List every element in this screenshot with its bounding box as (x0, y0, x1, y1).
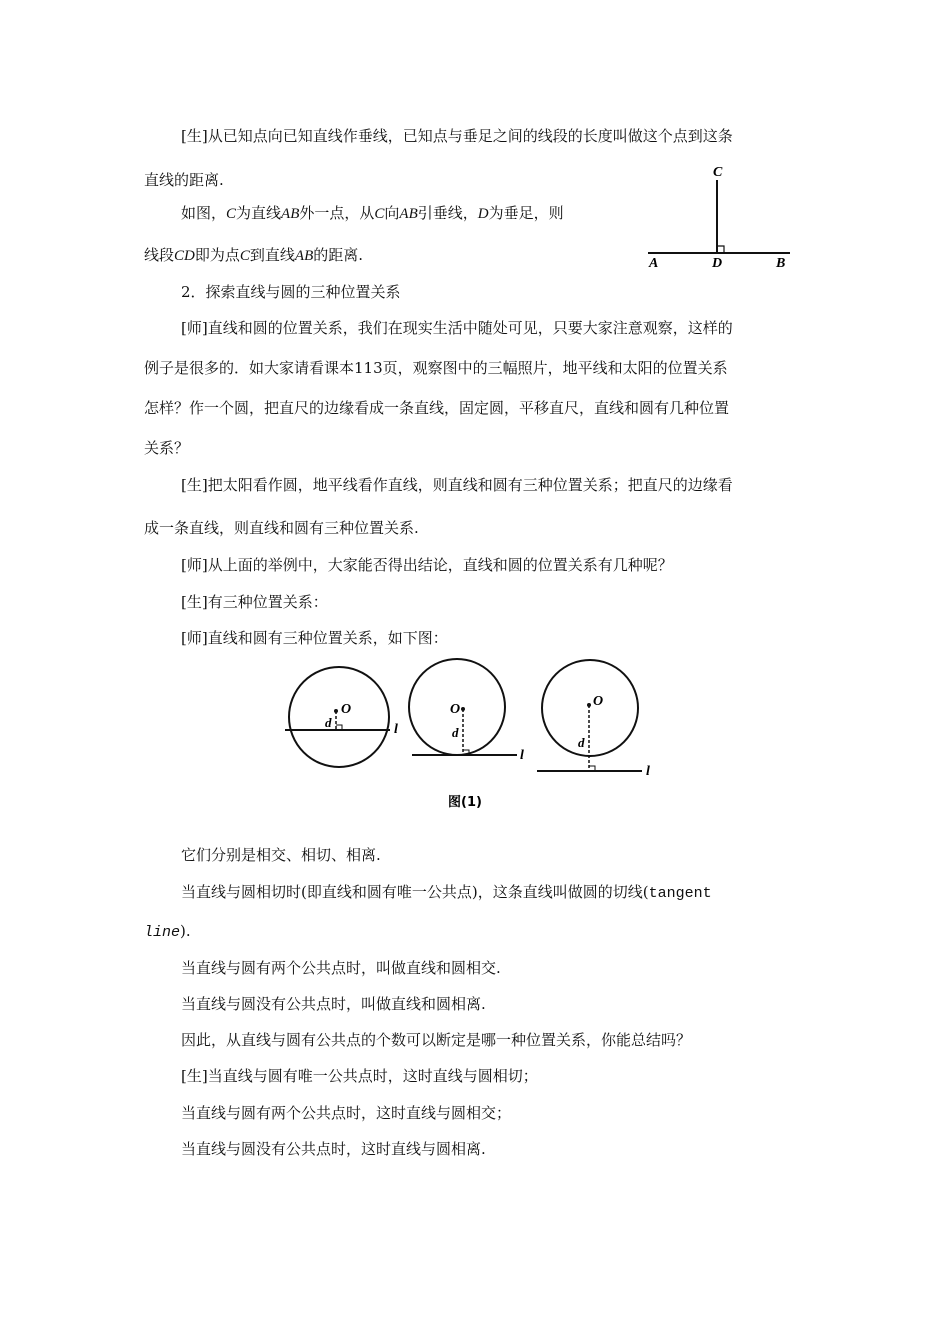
paragraph-6: [生]有三种位置关系： (181, 593, 328, 611)
text: 的距离. (313, 246, 364, 264)
label-c: C (713, 165, 723, 180)
paragraph-9-line-2 (144, 921, 191, 943)
text: 如图， (181, 204, 227, 222)
label-a: A (649, 256, 659, 270)
label-o: O (341, 702, 352, 717)
paragraph-11: 当直线与圆没有公共点时，叫做直线和圆相离. (181, 995, 486, 1013)
paragraph-3-line-3: 怎样？作一个圆，把直尺的边缘看成一条直线，固定圆，平移直尺，直线和圆有几种位置 (144, 399, 730, 417)
label-d: d (452, 725, 459, 740)
paragraph-3-line-1: [师]直线和圆的位置关系，我们在现实生活中随处可见，只要大家注意观察，这样的 (181, 319, 733, 337)
separate-case (537, 660, 650, 779)
point-c: C (239, 248, 250, 264)
segment-cd: CD (174, 248, 195, 264)
paragraph-3-line-2: 例子是很多的．如大家请看课本113页，观察图中的三幅照片，地平线和太阳的位置关系 (144, 359, 728, 377)
point-c: C (226, 206, 237, 222)
text: 当直线与圆相切时(即直线和圆有唯一公共点)，这条直线叫做圆的切线( (181, 883, 649, 901)
figure-caption: 图(1) (448, 795, 482, 810)
label-l: l (646, 764, 650, 779)
term-tangent: tangent (648, 885, 712, 902)
label-d: d (578, 735, 585, 750)
paragraph-8: 它们分别是相交、相切、相离. (181, 846, 381, 864)
text: 到直线 (249, 246, 295, 264)
paragraph-10: 当直线与圆有两个公共点时，叫做直线和圆相交. (181, 959, 501, 977)
center-point (587, 703, 591, 707)
paragraph-7: [师]直线和圆有三种位置关系，如下图： (181, 629, 448, 647)
text: 线段 (144, 246, 175, 264)
point-c: C (374, 206, 385, 222)
line-ab: AB (399, 206, 418, 222)
center-point (334, 709, 338, 713)
paragraph-4-line-2: 成一条直线，则直线和圆有三种位置关系. (144, 519, 419, 537)
label-d: D (712, 256, 723, 270)
paragraph-5: [师]从上面的举例中，大家能否得出结论，直线和圆的位置关系有几种呢？ (181, 556, 673, 574)
point-d: D (477, 206, 489, 222)
label-b: B (776, 256, 786, 270)
text: 向 (384, 204, 400, 222)
text: 为垂足，则 (488, 204, 564, 222)
line-ab: AB (294, 248, 314, 264)
circle (542, 660, 638, 756)
label-l: l (394, 722, 398, 737)
paragraph-15: 当直线与圆没有公共点时，这时直线与圆相离. (181, 1140, 486, 1158)
paragraph-9-line-1 (181, 882, 712, 904)
tangent-case (409, 659, 524, 763)
right-angle-mark (717, 246, 724, 253)
center-point (461, 707, 465, 711)
circle-line-figure (280, 655, 670, 815)
text: 即为点 (194, 246, 240, 264)
intersecting-case (285, 667, 398, 767)
term-line: line (144, 924, 181, 941)
paragraph-12: 因此，从直线与圆有公共点的个数可以断定是哪一种位置关系，你能总结吗？ (181, 1031, 692, 1049)
label-d: d (325, 715, 332, 730)
label-l: l (520, 748, 524, 763)
perpendicular-figure (640, 160, 800, 270)
paragraph-1-line-2: 直线的距离. (144, 171, 224, 189)
paragraph-2-line-1 (181, 203, 564, 224)
text: 为直线 (236, 204, 282, 222)
text: 引垂线， (417, 204, 478, 222)
paragraph-3-line-4: 关系？ (144, 439, 190, 457)
label-o: O (593, 694, 604, 709)
label-o: O (450, 702, 461, 717)
line-ab: AB (281, 206, 300, 222)
paragraph-2-line-2 (144, 245, 363, 266)
text: ). (180, 922, 191, 940)
circle (289, 667, 389, 767)
paragraph-13: [生]当直线与圆有唯一公共点时，这时直线与圆相切； (181, 1067, 538, 1085)
text: 外一点，从 (299, 204, 375, 222)
paragraph-4-line-1: [生]把太阳看作圆，地平线看作直线，则直线和圆有三种位置关系；把直尺的边缘看 (181, 476, 733, 494)
paragraph-1-line-1: [生]从已知点向已知直线作垂线，已知点与垂足之间的线段的长度叫做这个点到这条 (181, 127, 733, 145)
paragraph-14: 当直线与圆有两个公共点时，这时直线与圆相交； (181, 1104, 512, 1122)
section-heading: 2．探索直线与圆的三种位置关系 (181, 283, 401, 301)
